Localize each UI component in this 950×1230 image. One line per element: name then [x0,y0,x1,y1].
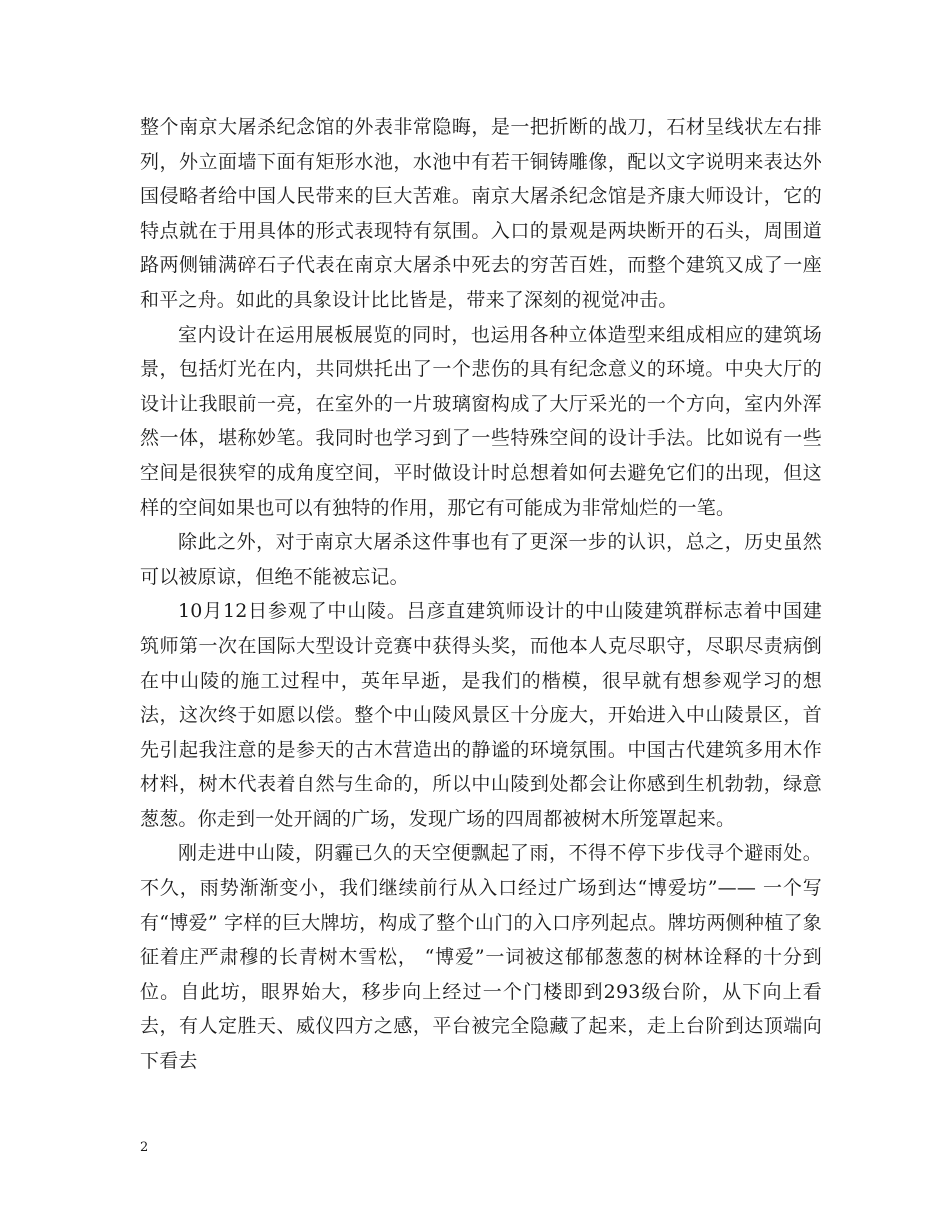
paragraph-interior-design: 室内设计在运用展板展览的同时，也运用各种立体造型来组成相应的建筑场景，包括灯光在内，共同烘托出了一个悲伤的具有纪念意义的环境。中央大厅的设计让我眼前一亮，在室外的一片玻璃窗构成了大厅采光的一个方向，室内外浑然一体，堪称妙笔。我同时也学习到了一些特殊空间的设计手法。比如说有一些空间是很狭窄的成角度空间，平时做设计时总想着如何去避免它们的出现，但这样的空间如果也可以有独特的作用，那它有可能成为非常灿烂的一笔。 [140,323,822,519]
page-number: 2 [140,1140,149,1155]
paragraph-zhongshan-visit: 10月12日参观了中山陵。吕彦直建筑师设计的中山陵建筑群标志着中国建筑师第一次在国际大型设计竞赛中获得头奖，而他本人克尽职守，尽职尽责病倒在中山陵的施工过程中，英年早逝，是我们的楷模，很早就有想参观学习的想法，这次终于如愿以偿。整个中山陵风景区十分庞大，开始进入中山陵景区，首先引起我注意的是参天的古木营造出的静谧的环境氛围。中国古代建筑多用木作材料，树木代表着自然与生命的，所以中山陵到处都会让你感到生机勃勃，绿意葱葱。你走到一处开阔的广场，发现广场的四周都被树木所笼罩起来。 [140,600,822,830]
paragraph-memorial-exterior: 整个南京大屠杀纪念馆的外表非常隐晦，是一把折断的战刀，石材呈线状左右排列，外立面墙下面有矩形水池，水池中有若干铜铸雕像，配以文字说明来表达外国侵略者给中国人民带来的巨大苦难。南京大屠杀纪念馆是齐康大师设计，它的特点就在于用具体的形式表现特有氛围。入口的景观是两块断开的石头，周围道路两侧铺满碎石子代表在南京大屠杀中死去的穷苦百姓，而整个建筑又成了一座和平之舟。如此的具象设计比比皆是，带来了深刻的视觉冲击。 [140,116,822,311]
paragraph-boai-gate: 刚走进中山陵，阴霾已久的天空便飘起了雨，不得不停下步伐寻个避雨处。不久，雨势渐渐变小，我们继续前行从入口经过广场到达“博爱坊”—— 一个写有“博爱” 字样的巨大牌坊，构成了整个山门的入口序列起点。牌坊两侧种植了象征着庄严肃穆的长青树木雪松， “博爱”一词被这郁郁葱葱的树林诠释的十分到位。自此坊，眼界始大，移步向上经过一个门楼即到293级台阶，从下向上看去，有人定胜天、威仪四方之感，平台被完全隐藏了起来，走上台阶到达顶端向下看去 [140,842,822,1073]
document-body [140,110,822,1079]
paragraph-history-reflection: 除此之外，对于南京大屠杀这件事也有了更深一步的认识，总之，历史虽然可以被原谅，但绝不能被忘记。 [140,531,822,588]
